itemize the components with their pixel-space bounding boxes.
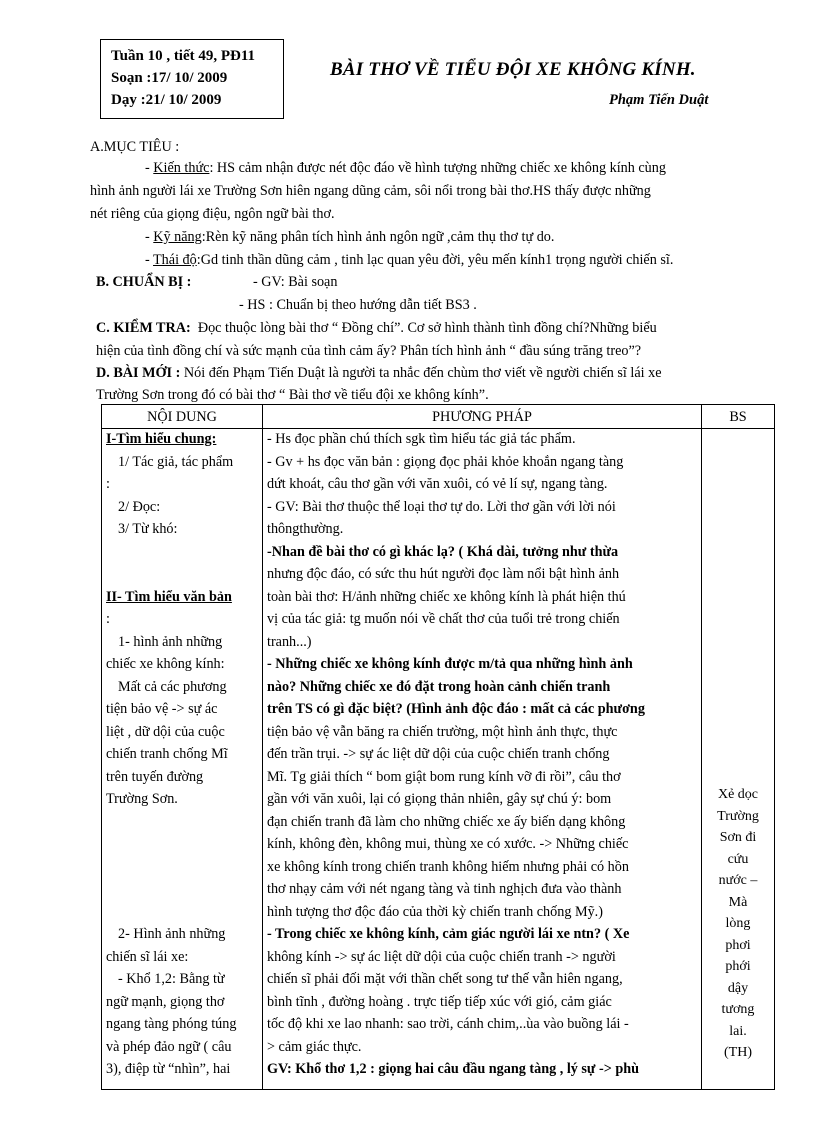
col1-line: 2/ Đọc: [118, 498, 161, 515]
col1-line: liệt , dữ dội của cuộc [106, 723, 225, 740]
bs-line: lòng [725, 916, 751, 931]
col2-line: - Hs đọc phần chú thích sgk tìm hiểu tác giả tác phẩm. [267, 431, 576, 447]
col1-line [106, 564, 258, 587]
col2-line: vị của tác giả: tg muốn nói về chất thơ của tuổi trẻ trong chiến [267, 611, 620, 627]
col1-line: ngang tàng phóng túng [106, 1016, 237, 1032]
col1-line: - Khổ 1,2: Bằng từ [118, 971, 225, 987]
col2-line: toàn bài thơ: H/ảnh những chiếc xe không kính là phát hiện thú [267, 588, 626, 605]
col2-line: - Gv + hs đọc văn bản : giọng đọc phải khỏe khoắn ngang tàng [267, 453, 624, 470]
section-c-text: Đọc thuộc lòng bài thơ “ Đồng chí”. Cơ sở hình thành tình đồng chí?Những biểu [197, 320, 657, 336]
thai-do-line: - Thái độ:Gd tinh thần dũng cảm , tinh lạc quan yêu đời, yêu mến kính1 trọng người chiến sĩ. [145, 252, 674, 268]
col2-line: - Những chiếc xe không kính được m/tả qua những hình ảnh [267, 656, 633, 672]
col2-line: đạn chiến tranh đã làm cho những chiếc xe ấy biến dạng không [267, 813, 626, 830]
section-d-heading: D. BÀI MỚI : [96, 365, 181, 381]
bs-line: lai. [729, 1023, 747, 1039]
col2-line: gần với văn xuôi, lại có giọng thản nhiên, gây sự chú ý: bom [267, 791, 612, 807]
col1-line: chiếc xe không kính: [106, 656, 225, 672]
col2-line: không kính -> sự ác liệt dữ dội của cuộc chiến tranh -> người [267, 948, 616, 965]
bs-column [702, 429, 775, 1090]
col2-line: trên TS có gì đặc biệt? (Hình ảnh độc đáo : mất cả các phương [267, 701, 645, 717]
bs-line: Mà [728, 894, 748, 910]
bs-line: tương [721, 1002, 755, 1017]
lesson-table [101, 404, 775, 1090]
lesson-prepared-date: Soạn :17/ 10/ 2009 [111, 70, 228, 86]
col1-line: 2- Hình ảnh những [118, 926, 226, 942]
section-a-heading: A.MỤC TIÊU : [90, 139, 180, 155]
lesson-week: Tuần 10 , tiết 49, PĐ11 [111, 48, 256, 64]
col1-line: 3/ Từ khó: [118, 521, 178, 537]
col2-line: tiện bảo vệ vẫn băng ra chiến trường, một hình ảnh thực, thực [267, 723, 618, 740]
section-c-heading: C. KIỂM TRA: [96, 320, 191, 336]
col2-line: nào? Những chiếc xe đó đặt trong hoàn cảnh chiến tranh [267, 678, 611, 695]
col1-line: I-Tìm hiểu chung: [106, 431, 217, 447]
page-title: BÀI THƠ VỀ TIỂU ĐỘI XE KHÔNG KÍNH. [330, 59, 696, 80]
kien-thuc-line: - Kiến thức: HS cảm nhận được nét độc đáo về hình tượng những chiếc xe không kính cùng [145, 160, 666, 176]
section-b-hs: - HS : Chuẩn bị theo hướng dẫn tiết BS3 . [239, 297, 477, 313]
ky-nang-line: - Kỹ năng:Rèn kỹ năng phân tích hình ảnh ngôn ngữ ,cảm thụ thơ tự do. [145, 229, 555, 245]
col2-line: tranh...) [267, 633, 312, 650]
header-bs: BS [702, 405, 775, 429]
bs-line: Sơn đi [719, 830, 757, 845]
col2-line: chiến sĩ phải đối mặt với thần chết song tư thế vẫn hiên ngang, [267, 971, 623, 987]
bs-line: phơi [725, 937, 751, 953]
col2-line: - GV: Bài thơ thuộc thể loại thơ tự do. Lời thơ gần với lời nói [267, 498, 616, 515]
col1-line: trên tuyến đường [106, 768, 204, 785]
section-d-line-2: Trường Sơn trong đó có bài thơ “ Bài thơ về tiểu đội xe không kính”. [96, 387, 489, 403]
bs-note [702, 784, 774, 1064]
bs-line: phới [725, 959, 751, 974]
col2-line: tốc độ khi xe lao nhanh: sao trời, cánh chim,..ùa vào buồng lái - [267, 1016, 629, 1032]
col2-line: -Nhan đề bài thơ có gì khác lạ? ( Khá dài, tưởng như thừa [267, 543, 619, 560]
content-column [102, 429, 263, 1090]
header-noi-dung: NỘI DUNG [102, 405, 263, 429]
bs-line: cứu [727, 851, 749, 867]
col1-line: Mất cả các phương [118, 678, 227, 695]
col1-line [106, 857, 258, 880]
kien-thuc-text: : HS cảm nhận được nét độc đáo về hình tượng những chiếc xe không kính cùng [209, 160, 666, 176]
bs-line: nước – [718, 873, 758, 888]
col2-line: nhưng độc đáo, có sức thu hút người đọc làm nổi bật hình ảnh [267, 566, 620, 582]
col2-line: thơ nhạy cảm với nét ngang tàng và tinh nghịch đưa vào thành [267, 881, 622, 897]
thai-do-label: Thái độ [153, 252, 197, 268]
col1-line: Trường Sơn. [106, 791, 178, 807]
col2-line: thôngthường. [267, 521, 344, 537]
method-column [263, 429, 702, 1090]
col2-line: xe không kính trong chiến tranh không hiếm nhưng phải có hồn [267, 858, 629, 875]
col2-line: GV: Khổ thơ 1,2 : giọng hai câu đầu ngang tàng , lý sự -> phù [267, 1061, 640, 1077]
ky-nang-label: Kỹ năng [153, 229, 202, 245]
col1-line: ngữ mạnh, giọng thơ [106, 993, 225, 1010]
kien-thuc-label: Kiến thức [153, 160, 210, 176]
col1-line: II- Tìm hiểu văn bản [106, 588, 232, 605]
bs-line: (TH) [724, 1045, 752, 1060]
col1-line [106, 902, 258, 925]
col2-line: - Trong chiếc xe không kính, cảm giác người lái xe ntn? ( Xe [267, 926, 630, 942]
kien-thuc-line-2: hình ảnh người lái xe Trường Sơn hiên ngang dũng cảm, sôi nổi trong bài thơ.HS thấy được những [90, 183, 651, 199]
col1-line: 1- hình ảnh những [118, 633, 223, 650]
col1-line: 1/ Tác giả, tác phẩm [118, 453, 234, 470]
kien-thuc-line-3: nét riêng của giọng điệu, ngôn ngữ bài thơ. [90, 206, 335, 222]
col1-line: : [106, 611, 110, 627]
col1-line: : [106, 476, 110, 492]
thai-do-text: :Gd tinh thần dũng cảm , tinh lạc quan yêu đời, yêu mến kính1 trọng người chiến sĩ. [196, 252, 674, 268]
section-b-heading: B. CHUẨN BỊ : [96, 274, 192, 290]
col2-line: hình tượng thơ độc đáo của thời kỳ chiến tranh chống Mỹ.) [267, 903, 603, 920]
col2-line: > cảm giác thực. [267, 1038, 362, 1055]
col1-line [106, 834, 258, 857]
col1-line [106, 879, 258, 902]
ky-nang-text: :Rèn kỹ năng phân tích hình ảnh ngôn ngữ ,cảm thụ thơ tự do. [201, 229, 555, 245]
col1-line: và phép đảo ngữ ( câu [106, 1038, 232, 1055]
bs-line: Xẻ dọc [717, 787, 759, 802]
author-name: Phạm Tiến Duật [609, 92, 709, 108]
bs-line: dậy [727, 980, 749, 996]
col1-line [106, 542, 258, 565]
col1-line: 3), điệp từ “nhìn”, hai [106, 1061, 231, 1077]
col1-line: tiện bảo vệ -> sự ác [106, 701, 218, 717]
lesson-teaching-date: Dạy :21/ 10/ 2009 [111, 92, 222, 108]
col1-line: chiến tranh chống Mĩ [106, 746, 228, 762]
col2-line: kính, không đèn, không mui, thùng xe có xước. -> Những chiếc [267, 836, 629, 852]
bs-line: Trường [717, 808, 759, 824]
col2-line: dứt khoát, câu thơ gần với văn xuôi, có vẻ lí sự, ngang tàng. [267, 476, 608, 492]
section-d-line [96, 363, 782, 383]
lesson-info-box [100, 39, 284, 119]
col2-line: bình tĩnh , đường hoàng . trực tiếp tiếp xúc với gió, cảm giác [267, 993, 612, 1010]
col1-line [106, 812, 258, 835]
section-c-line [96, 318, 782, 338]
section-b-gv: - GV: Bài soạn [253, 274, 338, 290]
section-c-line-2: hiện của tình đồng chí và sức mạnh của tình cảm ấy? Phân tích hình ảnh “ đầu súng trăng treo”? [96, 343, 642, 359]
section-d-text: Nói đến Phạm Tiến Duật là người ta nhắc đến chùm thơ viết về người chiến sĩ lái xe [183, 365, 662, 381]
header-phuong-phap: PHƯƠNG PHÁP [263, 405, 702, 429]
col1-line: chiến sĩ lái xe: [106, 948, 189, 965]
col2-line: đến trần trụi. -> sự ác liệt dữ dội của cuộc chiến tranh chống [267, 746, 610, 762]
col2-line: Mĩ. Tg giải thích “ bom giật bom rung kính vỡ đi rồi”, câu thơ [267, 768, 621, 785]
